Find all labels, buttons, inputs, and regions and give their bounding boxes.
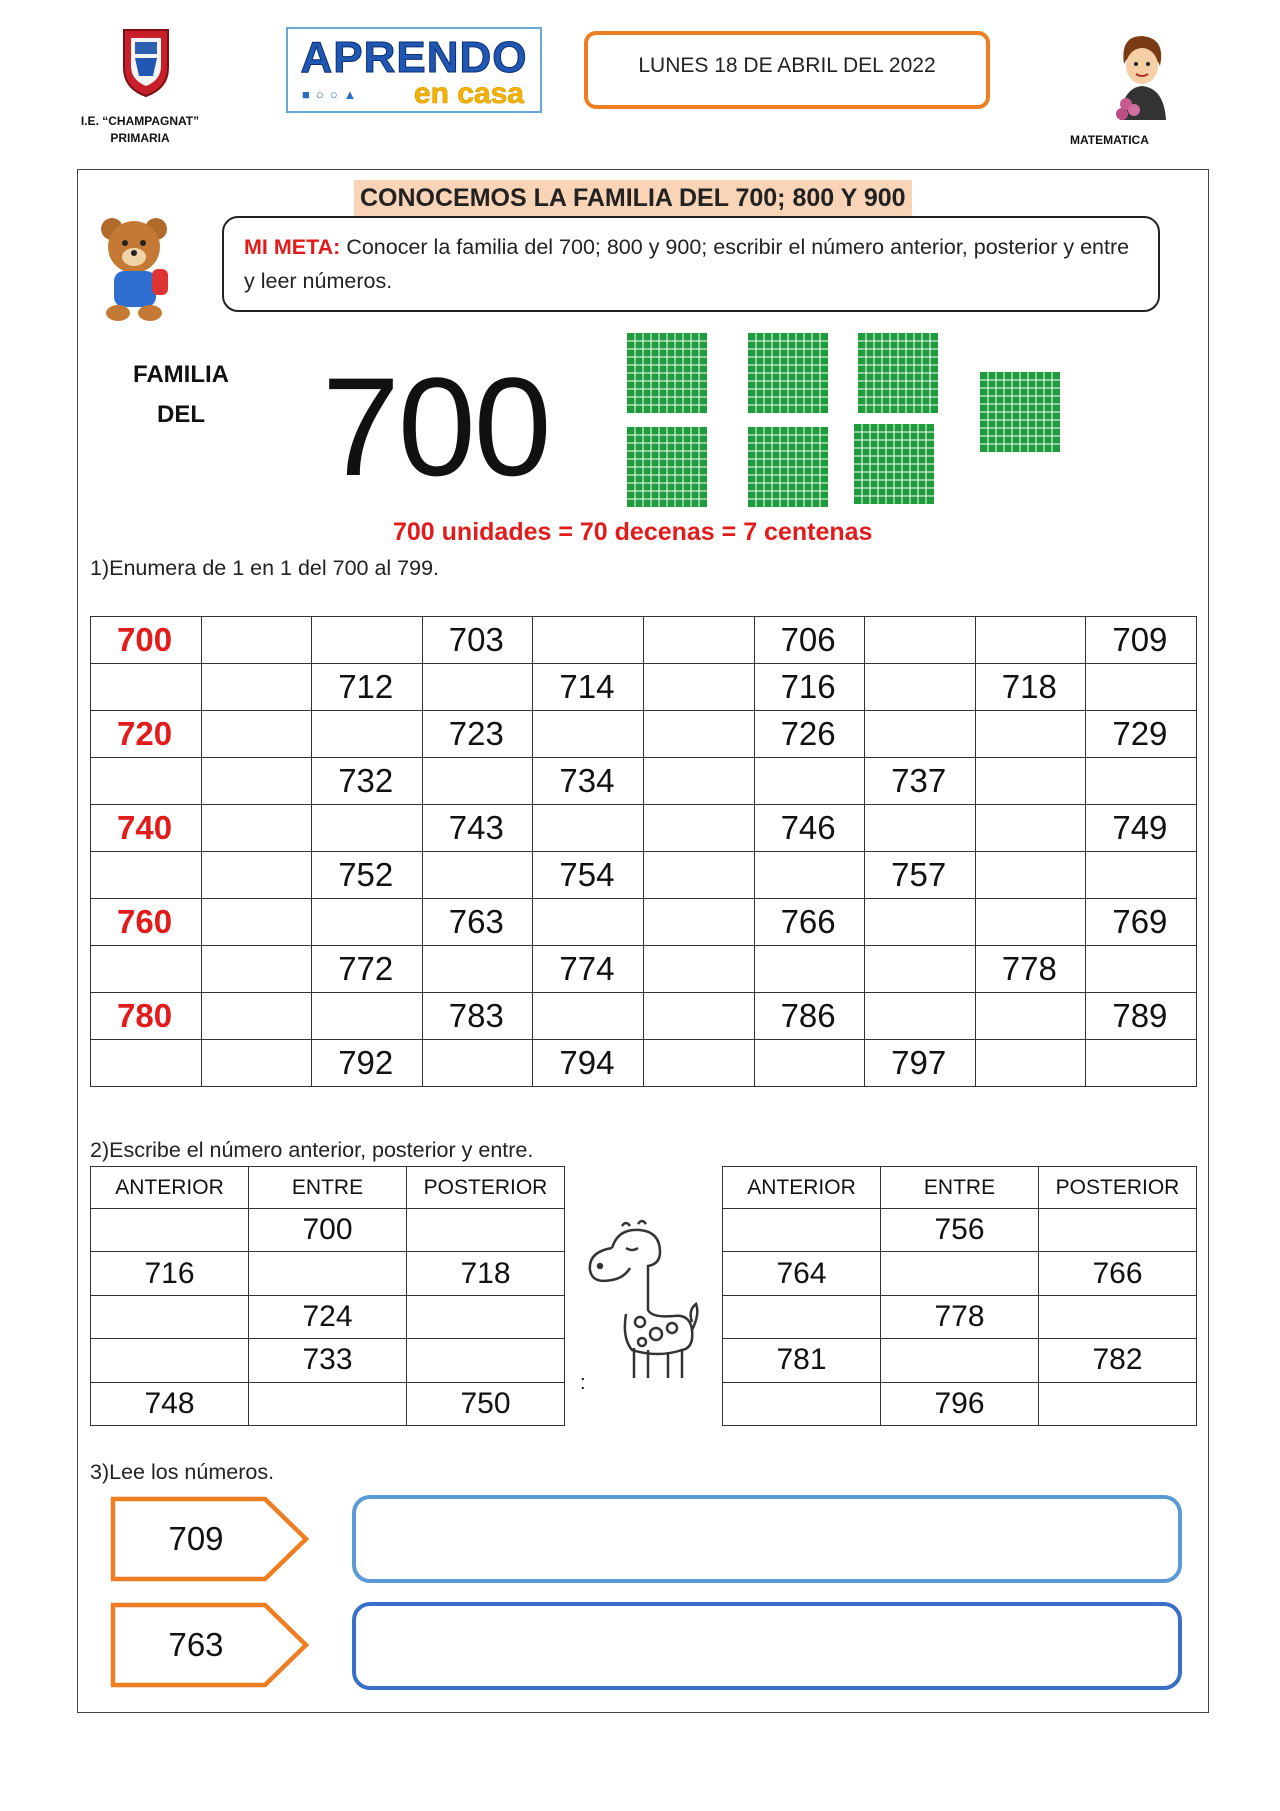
blank-cell[interactable]	[975, 758, 1086, 805]
table-row	[91, 617, 1197, 664]
hundred-block	[748, 333, 828, 413]
table-cell: 729	[1086, 711, 1197, 758]
table-cell: 778	[975, 946, 1086, 993]
blank-cell[interactable]	[91, 1339, 249, 1382]
column-header: POSTERIOR	[1039, 1167, 1197, 1209]
table-cell: 780	[91, 993, 202, 1040]
table-cell: 720	[91, 711, 202, 758]
table-cell: 700	[249, 1209, 407, 1252]
blank-cell[interactable]	[91, 946, 202, 993]
column-header: ENTRE	[881, 1167, 1039, 1209]
family-label-line-1: FAMILIA	[133, 361, 229, 388]
blank-cell[interactable]	[643, 993, 754, 1040]
table-cell: 766	[1039, 1252, 1197, 1295]
blank-cell[interactable]	[643, 664, 754, 711]
blank-cell[interactable]	[643, 711, 754, 758]
table-cell: 706	[754, 617, 865, 664]
table-cell: 797	[865, 1040, 976, 1087]
table-cell: 782	[1039, 1339, 1197, 1382]
school-crest	[120, 26, 172, 98]
table-cell: 700	[91, 617, 202, 664]
table-row	[723, 1339, 1197, 1382]
blank-cell[interactable]	[1086, 946, 1197, 993]
table-row	[91, 1040, 1197, 1087]
table-row	[91, 805, 1197, 852]
table-cell: 726	[754, 711, 865, 758]
hundred-block	[627, 427, 707, 507]
table-row	[723, 1252, 1197, 1295]
column-header: ANTERIOR	[91, 1167, 249, 1209]
blank-cell[interactable]	[91, 852, 202, 899]
q3-instruction: 3)Lee los números.	[90, 1460, 275, 1484]
blank-cell[interactable]	[407, 1209, 565, 1252]
blank-cell[interactable]	[422, 758, 533, 805]
blank-cell[interactable]	[422, 664, 533, 711]
blank-cell[interactable]	[201, 993, 312, 1040]
blank-cell[interactable]	[1086, 758, 1197, 805]
blank-cell[interactable]	[312, 617, 423, 664]
blank-cell[interactable]	[312, 993, 423, 1040]
aprendo-en-casa-logo	[286, 27, 542, 113]
table-cell: 756	[881, 1209, 1039, 1252]
table-cell: 732	[312, 758, 423, 805]
table-cell: 748	[91, 1382, 249, 1425]
answer-box-1[interactable]	[352, 1495, 1182, 1583]
table-cell: 750	[407, 1382, 565, 1425]
table-cell: 752	[312, 852, 423, 899]
goal-box	[222, 216, 1160, 312]
goal-text: Conocer la familia del 700; 800 y 900; escribir el número anterior, posterior y entre y leer números.	[244, 235, 1130, 293]
blank-cell[interactable]	[422, 946, 533, 993]
goal-label: MI META:	[244, 235, 341, 259]
number-badge-2	[110, 1602, 310, 1688]
table-header-row	[91, 1167, 565, 1209]
table-cell: 724	[249, 1295, 407, 1338]
table-cell: 792	[312, 1040, 423, 1087]
subject-label: MATEMATICA	[1070, 133, 1149, 147]
logo-shapes-icon: ■○○▲	[302, 87, 363, 102]
column-header: ENTRE	[249, 1167, 407, 1209]
blank-cell[interactable]	[533, 711, 644, 758]
q1-instruction: 1)Enumera de 1 en 1 del 700 al 799.	[90, 556, 440, 580]
blank-cell[interactable]	[881, 1252, 1039, 1295]
answer-box-2[interactable]	[352, 1602, 1182, 1690]
blank-cell[interactable]	[201, 852, 312, 899]
table-cell: 794	[533, 1040, 644, 1087]
blank-cell[interactable]	[643, 617, 754, 664]
blank-cell[interactable]	[201, 711, 312, 758]
table-row	[91, 899, 1197, 946]
blank-cell[interactable]	[201, 899, 312, 946]
blank-cell[interactable]	[975, 899, 1086, 946]
bear-illustration	[92, 213, 178, 323]
q2-instruction: 2)Escribe el número anterior, posterior y entre.	[90, 1138, 534, 1162]
table-cell: 749	[1086, 805, 1197, 852]
blank-cell[interactable]	[643, 1040, 754, 1087]
blank-cell[interactable]	[754, 1040, 865, 1087]
logo-sub-text: en casa	[413, 77, 524, 110]
table-row	[723, 1295, 1197, 1338]
table-row	[723, 1382, 1197, 1425]
table-row	[91, 1252, 565, 1295]
table-cell: 712	[312, 664, 423, 711]
blank-cell[interactable]	[643, 758, 754, 805]
family-label-line-2: DEL	[157, 401, 205, 428]
blank-cell[interactable]	[865, 664, 976, 711]
table-cell: 718	[975, 664, 1086, 711]
table-row	[91, 711, 1197, 758]
blank-cell[interactable]	[865, 899, 976, 946]
blank-cell[interactable]	[201, 758, 312, 805]
blank-cell[interactable]	[723, 1209, 881, 1252]
blank-cell[interactable]	[975, 993, 1086, 1040]
blank-cell[interactable]	[201, 946, 312, 993]
hundred-block	[858, 333, 938, 413]
hundred-block	[627, 333, 707, 413]
blank-cell[interactable]	[533, 805, 644, 852]
table-cell: 772	[312, 946, 423, 993]
blank-cell[interactable]	[91, 1209, 249, 1252]
blank-cell[interactable]	[91, 1295, 249, 1338]
family-label	[116, 355, 246, 435]
date-box	[584, 31, 990, 109]
table-cell: 763	[422, 899, 533, 946]
blank-cell[interactable]	[723, 1295, 881, 1338]
table-cell: 714	[533, 664, 644, 711]
giraffe-illustration	[582, 1218, 704, 1388]
table-row	[91, 1382, 565, 1425]
table-row	[91, 993, 1197, 1040]
table-row	[91, 758, 1197, 805]
table-cell: 754	[533, 852, 644, 899]
table-cell: 743	[422, 805, 533, 852]
table-row	[91, 852, 1197, 899]
number-badge-2-text: 763	[168, 1626, 224, 1663]
blank-cell[interactable]	[865, 617, 976, 664]
blank-cell[interactable]	[865, 993, 976, 1040]
blank-cell[interactable]	[1086, 1040, 1197, 1087]
table-row	[91, 1209, 565, 1252]
blank-cell[interactable]	[407, 1295, 565, 1338]
stray-colon: :	[580, 1372, 586, 1394]
blank-cell[interactable]	[533, 617, 644, 664]
table-cell: 796	[881, 1382, 1039, 1425]
table-cell: 733	[249, 1339, 407, 1382]
table-cell: 709	[1086, 617, 1197, 664]
table-header-row	[723, 1167, 1197, 1209]
table-cell: 757	[865, 852, 976, 899]
blank-cell[interactable]	[1086, 664, 1197, 711]
family-number: 700	[322, 348, 550, 505]
blank-cell[interactable]	[201, 805, 312, 852]
blank-cell[interactable]	[312, 805, 423, 852]
table-cell: 778	[881, 1295, 1039, 1338]
blank-cell[interactable]	[312, 899, 423, 946]
blank-cell[interactable]	[643, 899, 754, 946]
table-cell: 716	[91, 1252, 249, 1295]
neighbors-table-right	[722, 1166, 1197, 1426]
table-row	[723, 1209, 1197, 1252]
table-cell: 774	[533, 946, 644, 993]
table-cell: 760	[91, 899, 202, 946]
blank-cell[interactable]	[407, 1339, 565, 1382]
blank-cell[interactable]	[249, 1382, 407, 1425]
blank-cell[interactable]	[422, 1040, 533, 1087]
table-cell: 781	[723, 1339, 881, 1382]
table-cell: 737	[865, 758, 976, 805]
blank-cell[interactable]	[975, 1040, 1086, 1087]
blank-cell[interactable]	[1086, 852, 1197, 899]
hundred-blocks	[620, 330, 1070, 510]
blank-cell[interactable]	[201, 1040, 312, 1087]
blank-cell[interactable]	[865, 711, 976, 758]
table-cell: 786	[754, 993, 865, 1040]
teacher-illustration	[1108, 30, 1174, 120]
blank-cell[interactable]	[975, 617, 1086, 664]
blank-cell[interactable]	[91, 664, 202, 711]
table-cell: 703	[422, 617, 533, 664]
table-cell: 723	[422, 711, 533, 758]
table-cell: 740	[91, 805, 202, 852]
hundred-block	[748, 427, 828, 507]
blank-cell[interactable]	[975, 852, 1086, 899]
table-cell: 716	[754, 664, 865, 711]
blank-cell[interactable]	[754, 852, 865, 899]
hundred-block	[980, 372, 1060, 452]
logo-main-text: APRENDO	[300, 33, 528, 82]
blank-cell[interactable]	[881, 1339, 1039, 1382]
table-cell: 789	[1086, 993, 1197, 1040]
table-cell: 734	[533, 758, 644, 805]
place-value-equivalence: 700 unidades = 70 decenas = 7 centenas	[393, 518, 873, 546]
date-text: LUNES 18 DE ABRIL DEL 2022	[638, 54, 936, 77]
blank-cell[interactable]	[754, 758, 865, 805]
blank-cell[interactable]	[643, 946, 754, 993]
table-row	[91, 946, 1197, 993]
enumeration-table	[90, 616, 1197, 1087]
table-cell: 764	[723, 1252, 881, 1295]
blank-cell[interactable]	[312, 711, 423, 758]
blank-cell[interactable]	[1039, 1382, 1197, 1425]
blank-cell[interactable]	[201, 664, 312, 711]
table-cell: 769	[1086, 899, 1197, 946]
blank-cell[interactable]	[975, 805, 1086, 852]
hundred-block	[854, 424, 934, 504]
table-row	[91, 1339, 565, 1382]
table-cell: 746	[754, 805, 865, 852]
school-name	[70, 113, 210, 147]
number-badge-1	[110, 1496, 310, 1582]
blank-cell[interactable]	[975, 711, 1086, 758]
table-cell: 783	[422, 993, 533, 1040]
school-line-2: PRIMARIA	[110, 131, 170, 145]
table-cell: 766	[754, 899, 865, 946]
blank-cell[interactable]	[249, 1252, 407, 1295]
blank-cell[interactable]	[533, 993, 644, 1040]
table-row	[91, 664, 1197, 711]
blank-cell[interactable]	[754, 946, 865, 993]
blank-cell[interactable]	[723, 1382, 881, 1425]
school-line-1: I.E. “CHAMPAGNAT”	[80, 114, 200, 128]
blank-cell[interactable]	[533, 899, 644, 946]
blank-cell[interactable]	[201, 617, 312, 664]
blank-cell[interactable]	[865, 805, 976, 852]
neighbors-table-left	[90, 1166, 565, 1426]
table-cell: 718	[407, 1252, 565, 1295]
blank-cell[interactable]	[1039, 1295, 1197, 1338]
table-row	[91, 1295, 565, 1338]
column-header: POSTERIOR	[407, 1167, 565, 1209]
blank-cell[interactable]	[643, 805, 754, 852]
worksheet-title: CONOCEMOS LA FAMILIA DEL 700; 800 Y 900	[354, 180, 912, 216]
blank-cell[interactable]	[1039, 1209, 1197, 1252]
blank-cell[interactable]	[422, 852, 533, 899]
blank-cell[interactable]	[91, 758, 202, 805]
blank-cell[interactable]	[865, 946, 976, 993]
blank-cell[interactable]	[643, 852, 754, 899]
column-header: ANTERIOR	[723, 1167, 881, 1209]
blank-cell[interactable]	[91, 1040, 202, 1087]
number-badge-1-text: 709	[168, 1520, 224, 1557]
